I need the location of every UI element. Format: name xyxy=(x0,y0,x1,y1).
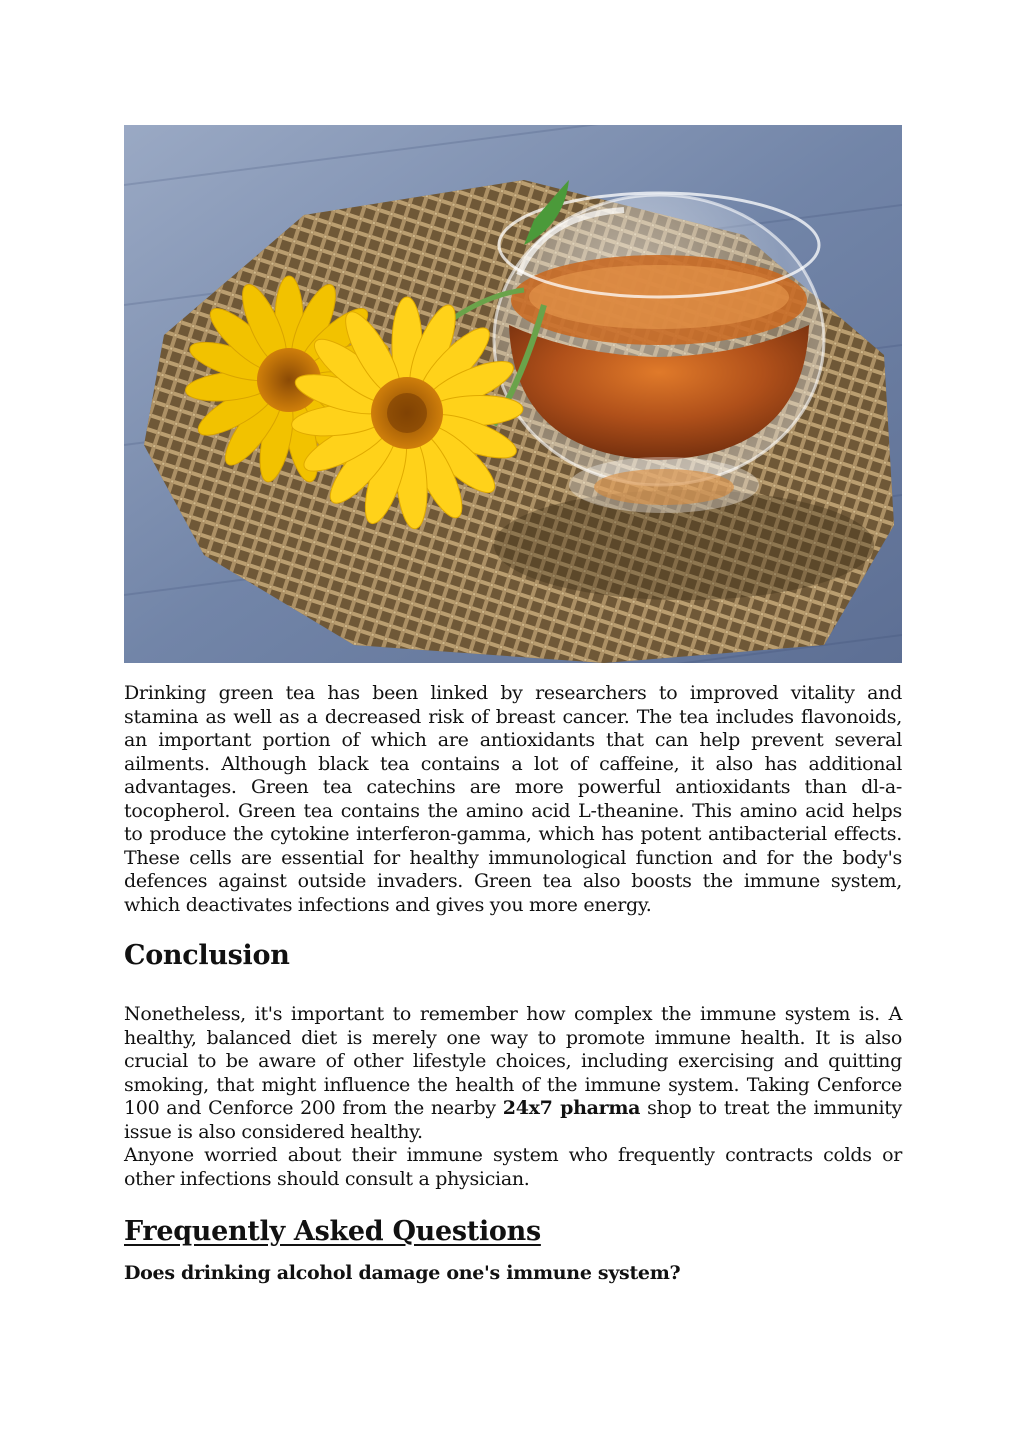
conclusion-text-part1: Nonetheless, it's important to remember how complex the immune system is. A healthy, balanced diet is merely one way to promote immune health. It is also crucial to be aware of other lifestyle choices, including exercising and quitting smoking, that might influence the health of the immune system. Taking Cenforce 100 and Cenforce 200 from the nearby xyxy=(124,1003,902,1119)
faq-question: Does drinking alcohol damage one's immune system? xyxy=(124,1262,681,1284)
conclusion-paragraph xyxy=(124,1003,902,1144)
faq-heading: Frequently Asked Questions xyxy=(124,1216,541,1247)
consult-physician-paragraph: Anyone worried about their immune system who frequently contracts colds or other infections should consult a physician. xyxy=(124,1144,902,1190)
conclusion-heading: Conclusion xyxy=(124,940,290,971)
tea-cup-with-yellow-flowers-photo xyxy=(124,125,902,663)
document-page xyxy=(124,125,902,1285)
pharmacy-name: 24x7 pharma xyxy=(502,1097,641,1119)
green-tea-paragraph: Drinking green tea has been linked by researchers to improved vitality and stamina as well as a decreased risk of breast cancer. The tea includes flavonoids, an important portion of which are antioxidants that can help prevent several ailments. Although black tea contains a lot of caffeine, it also has additional advantages. Green tea catechins are more powerful antioxidants than dl-a-tocopherol. Green tea contains the amino acid L-theanine. This amino acid helps to produce the cytokine interferon-gamma, which has potent antibacterial effects. These cells are essential for healthy immunological function and for the body's defences against outside invaders. Green tea also boosts the immune system, which deactivates infections and gives you more energy. xyxy=(124,682,902,916)
conclusion-text-part2: shop to treat the immunity issue is also considered healthy. xyxy=(124,1097,902,1143)
